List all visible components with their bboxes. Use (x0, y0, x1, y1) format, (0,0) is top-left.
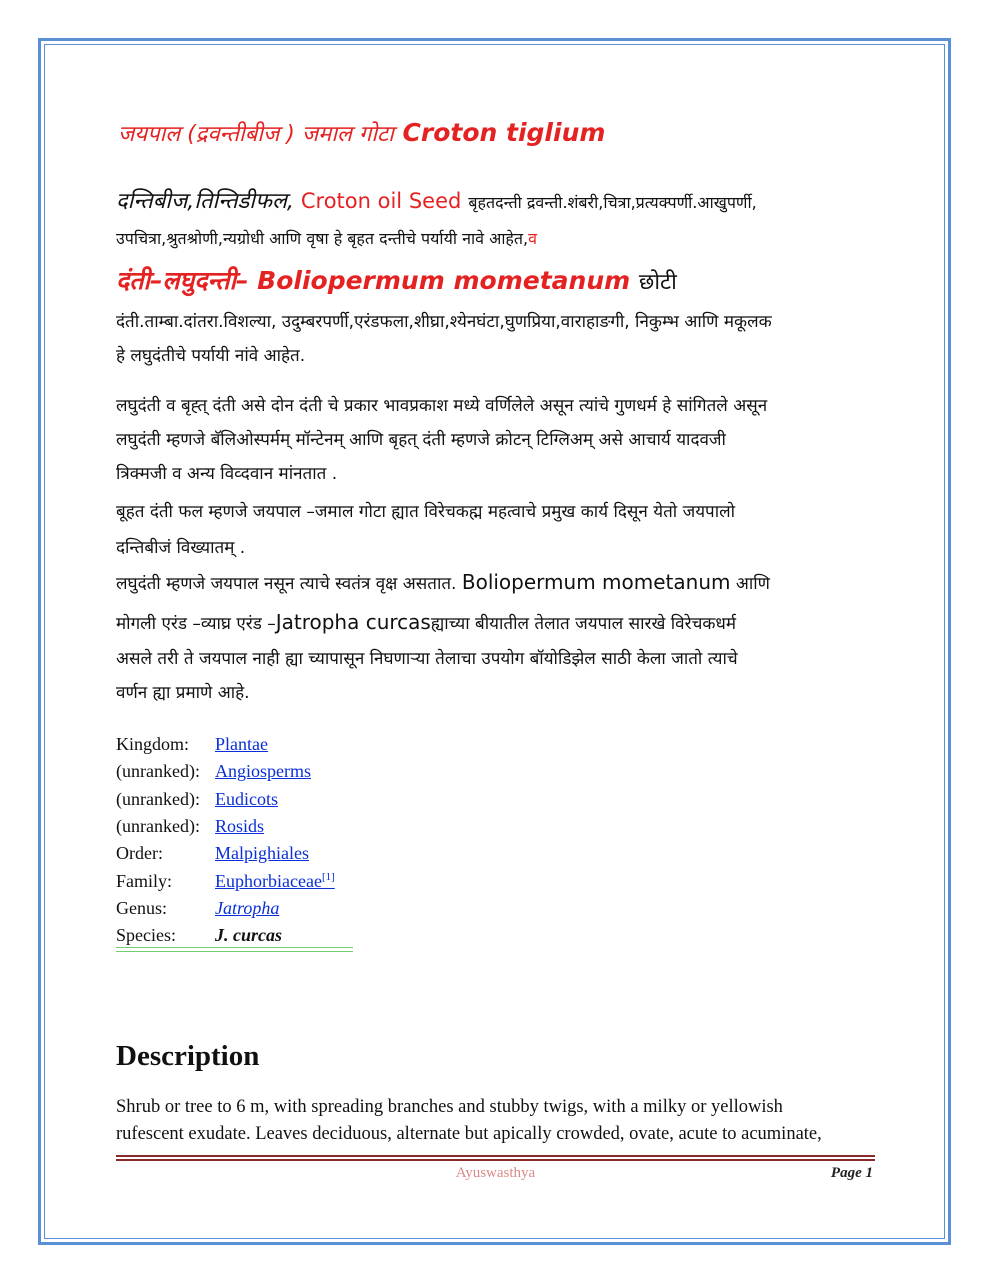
table-row (116, 731, 335, 758)
taxonomy-species: J. curcas (215, 925, 282, 946)
taxonomy-link-rosids[interactable]: Rosids (215, 816, 265, 837)
paragraph-text: मोगली एरंड –व्याघ्र एरंड – (116, 614, 276, 634)
paragraph-line (116, 610, 736, 634)
heading-danti-tail: छोटी (638, 270, 677, 295)
heading-croton-deva: जयपाल (द्रवन्तीबीज ) जमाल गोटा (118, 122, 394, 147)
table-row (116, 922, 335, 949)
description-heading: Description (116, 1040, 260, 1072)
paragraph-line: दन्तिबीजं विख्यातम् . (116, 538, 246, 558)
taxonomy-key: (unranked): (116, 761, 200, 782)
taxonomy-link-eudicots[interactable]: Eudicots (215, 788, 278, 809)
taxonomy-key: (unranked): (116, 816, 200, 837)
synonyms-deva: दन्तिबीज,तिन्तिडीफल, (116, 189, 294, 214)
paragraph-line: असले तरी ते जयपाल नाही ह्या च्यापासून निघणाऱ्या तेलाचा उपयोग बॉयोडिझेल साठी केला जातो त्याचे (116, 649, 738, 669)
paragraph-latin: Boliopermum mometanum (461, 570, 731, 594)
paragraph-text: ह्याच्या बीयातील तेलात जयपाल सारखे विरेचकधर्म (430, 614, 737, 634)
taxonomy-family-name: Euphorbiaceae (215, 870, 322, 891)
description-line: Shrub or tree to 6 m, with spreading branches and stubby twigs, with a milky or yellowish (116, 1097, 783, 1117)
paragraph-line: हे लघुदंतीचे पर्यायी नांवे आहेत. (116, 346, 306, 366)
paragraph-text: आणि (735, 574, 770, 594)
taxonomy-divider (116, 947, 353, 952)
table-row (116, 813, 335, 840)
taxonomy-link-family[interactable] (215, 871, 335, 891)
paragraph-line: दंती.ताम्बा.दांतरा.विशल्या, उदुम्बरपर्णी,एरंडफला,शीघ्रा,श्येनघंटा,घुणप्रिया,वाराहाङगी, निकुम्भ आणि मकूलक (116, 312, 772, 332)
synonyms-line-2-text: उपचित्रा,श्रुतश्रोणी,न्यग्रोधी आणि वृषा हे बृहत दन्तीचे पर्यायी नावे आहेत, (116, 229, 529, 248)
footer-site-name: Ayuswasthya (455, 1165, 536, 1181)
table-row (116, 758, 335, 785)
heading-croton-latin: Croton tiglium (402, 118, 606, 147)
synonyms-line-1 (116, 185, 757, 215)
table-row (116, 840, 335, 867)
synonyms-line-2-red: व (528, 229, 538, 248)
taxonomy-link-kingdom[interactable]: Plantae (215, 734, 268, 755)
paragraph-line: बूहत दंती फल म्हणजे जयपाल –जमाल गोटा ह्यात विरेचकह्म महत्वाचे प्रमुख कार्य दिसून येतो जयपालो (116, 502, 736, 522)
synonyms-rest: बृहतदन्ती द्रवन्ती.शंबरी,चित्रा,प्रत्यक्पर्णी.आखुपर्णी, (468, 193, 757, 212)
taxonomy-key: Order: (116, 843, 163, 864)
heading-danti (116, 263, 677, 297)
table-row (116, 867, 335, 894)
paragraph-text: लघुदंती म्हणजे जयपाल नसून त्याचे स्वतंत्र वृक्ष असतात. (116, 574, 457, 594)
taxonomy-link-genus[interactable]: Jatropha (215, 897, 280, 918)
taxonomy-table (116, 731, 335, 949)
footer-page-number: Page 1 (830, 1165, 873, 1181)
description-line: rufescent exudate. Leaves deciduous, alternate but apically crowded, ovate, acute to acuminate, (116, 1124, 822, 1144)
synonyms-english: Croton oil Seed (300, 189, 462, 213)
heading-danti-latin: Boliopermum mometanum (257, 266, 631, 295)
citation-marker: [1] (321, 870, 335, 883)
paragraph-line (116, 570, 770, 594)
heading-danti-deva: दंती–लघुदन्ती– (116, 266, 249, 295)
taxonomy-key: Species: (116, 925, 176, 946)
taxonomy-link-angiosperms[interactable]: Angiosperms (215, 761, 311, 782)
heading-croton (118, 118, 605, 148)
paragraph-line: वर्णन ह्या प्रमाणे आहे. (116, 683, 250, 703)
paragraph-line: लघुदंती व बृह्त् दंती असे दोन दंती चे प्रकार भावप्रकाश मध्ये वर्णिलेले असून त्यांचे गुणधर्म हे सांगितले असून (116, 396, 768, 416)
synonyms-line-2 (116, 227, 537, 249)
paragraph-line: लघुदंती म्हणजे बॅलिओस्पर्मम् मॉन्टेनम् आणि बृहत् दंती म्हणजे क्रोटन् टिग्लिअम् असे आचार्य यादवजी (116, 430, 726, 450)
taxonomy-key: Genus: (116, 897, 167, 918)
table-row (116, 786, 335, 813)
taxonomy-link-order[interactable]: Malpighiales (215, 843, 309, 864)
paragraph-line: त्रिक्मजी व अन्य विव्दवान मांनतात . (116, 464, 338, 484)
taxonomy-key: (unranked): (116, 788, 200, 809)
paragraph-latin: Jatropha curcas (275, 610, 431, 634)
taxonomy-key: Kingdom: (116, 734, 190, 755)
footer-divider (116, 1155, 875, 1161)
taxonomy-key: Family: (116, 870, 173, 891)
table-row (116, 895, 335, 922)
